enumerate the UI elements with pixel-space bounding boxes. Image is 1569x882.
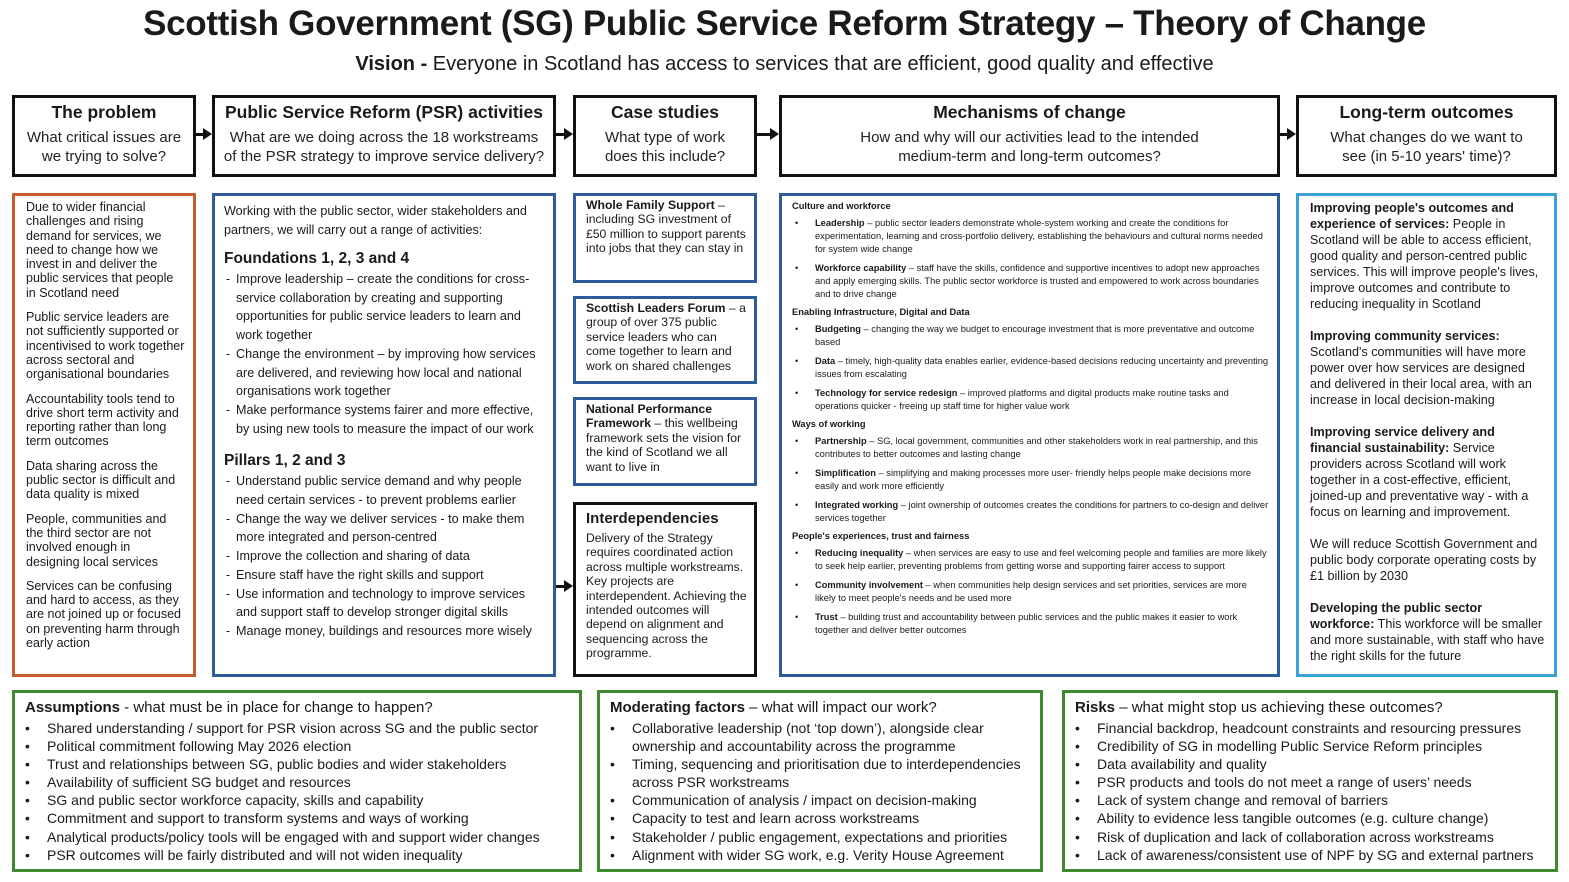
interdependencies-box <box>573 502 757 677</box>
assumptions-subtitle: - what must be in place for change to happen? <box>120 699 433 716</box>
mechanism-item <box>792 467 1269 493</box>
mechanism-title: Reducing inequality <box>815 548 904 558</box>
case-study-title: Scottish Leaders Forum <box>586 301 726 315</box>
mechanism-item <box>792 499 1269 525</box>
problem-item: Services can be confusing and hard to access, as they are not joined up or focused on preventing harm through early action <box>26 578 181 651</box>
list-item: • Lack of awareness/consistent use of NPF by SG and external partners <box>1075 846 1549 864</box>
vision-label: Vision - <box>355 53 428 75</box>
list-item: • Communication of analysis / impact on decision-making <box>610 791 1034 809</box>
mechanism-title: Workforce capability <box>815 263 907 273</box>
mechanism-item <box>792 547 1269 573</box>
list-item: • Commitment and support to transform systems and ways of working <box>25 809 573 827</box>
activities-box <box>212 193 556 677</box>
mechanism-text: – staff have the skills, confidence and supportive incentives to adopt new approaches and apply emerging skills. The public sector workforce is trusted and empowered to work across boundaries and to drive change <box>815 263 1260 299</box>
mechanism-section-title: Culture and workforce <box>792 201 891 211</box>
outcome-item <box>1310 424 1548 520</box>
outcome-text: People in Scotland will be able to access efficient, good quality and person-centred public services. This will improve people's lives, improve outcomes and contribute to reducing inequality in Scotland <box>1310 217 1539 311</box>
mechanism-text: – timely, high-quality data enables earlier, evidence-based decisions reducing uncertainty and preventing issues from escalating <box>815 356 1269 379</box>
foundations-list <box>224 270 545 438</box>
list-item: • Collaborative leadership (not ‘top down’), alongside clear ownership and accountability across the programme <box>610 719 1034 755</box>
case-study-npf <box>573 397 757 486</box>
header-problem <box>12 95 196 177</box>
list-item: • PSR outcomes will be fairly distributed and will not widen inequality <box>25 846 573 864</box>
list-item: • Trust and relationships between SG, public bodies and wider stakeholders <box>25 755 573 773</box>
case-study-leaders-forum <box>573 296 757 384</box>
list-item: • Ability to evidence less tangible outcomes (e.g. culture change) <box>1075 809 1549 827</box>
mechanism-text: – changing the way we budget to encourage investment that is more preventative and outcome based <box>815 324 1255 347</box>
risks-heading <box>1075 698 1549 718</box>
risks-box <box>1062 690 1558 872</box>
outcome-item <box>1310 600 1548 664</box>
list-item: • Availability of sufficient SG budget and resources <box>25 773 573 791</box>
list-item: • Alignment with wider SG work, e.g. Verity House Agreement <box>610 846 1034 864</box>
mechanism-text: – when services are easy to use and feel welcoming people and families are more likely to seek help earlier, preventing problems from getting worse and supporting fairer access to support <box>815 548 1267 571</box>
list-item: - Improve leadership – create the conditions for cross-service collaboration by creating and supporting opportunities for public service leaders to learn and work together <box>224 270 545 345</box>
risks-title: Risks <box>1075 699 1116 716</box>
problem-box <box>12 193 196 677</box>
moderating-factors-box <box>597 690 1043 872</box>
problem-item: Data sharing across the public sector is difficult and data quality is mixed <box>26 458 176 502</box>
mechanism-section-title: Ways of working <box>792 419 866 429</box>
pillars-title: Pillars 1, 2 and 3 <box>224 452 346 470</box>
case-study-text: – including SG investment of £50 million to support parents into jobs that they can stay in <box>586 198 746 256</box>
pillars-list <box>224 472 545 640</box>
problem-item: Due to wider financial challenges and rising demand for services, we need to change how we invest in and deliver the public services that people in Scotland need <box>26 200 174 300</box>
mechanism-text: – joint ownership of outcomes creates the conditions for partners to co-design and deliver services together <box>815 500 1269 523</box>
case-study-text: – a group of over 375 public service leaders who can come together to learn and work on shared challenges <box>586 301 746 373</box>
assumptions-box <box>12 690 582 872</box>
moderating-heading <box>610 698 1034 718</box>
header-title: Public Service Reform (PSR) activities <box>224 102 544 122</box>
mechanism-title: Budgeting <box>815 324 861 334</box>
header-outcomes <box>1296 95 1557 177</box>
header-subtitle: What changes do we want to see (in 5-10 years' time)? <box>1330 129 1523 165</box>
header-subtitle: What type of work does this include? <box>604 129 726 165</box>
list-item: • Data availability and quality <box>1075 755 1549 773</box>
case-study-title: Whole Family Support <box>586 198 715 212</box>
list-item: • Timing, sequencing and prioritisation due to interdependencies across PSR workstreams <box>610 755 1034 791</box>
case-study-whole-family <box>573 193 757 283</box>
mechanism-title: Simplification <box>815 468 876 478</box>
list-item: - Manage money, buildings and resources more wisely <box>224 622 545 641</box>
risks-subtitle: – what might stop us achieving these outcomes? <box>1115 699 1443 716</box>
mechanism-title: Leadership <box>815 218 865 228</box>
header-case-studies <box>573 95 757 177</box>
mechanism-text: – building trust and accountability between public services and the public makes it easier to work together and deliver better outcomes <box>815 612 1238 635</box>
mechanism-item <box>792 323 1269 349</box>
header-title: Case studies <box>611 102 719 122</box>
list-item: - Use information and technology to improve services and support staff to develop stronger digital skills <box>224 585 545 622</box>
header-mechanisms <box>779 95 1280 177</box>
mechanisms-box <box>779 193 1280 677</box>
outcome-text: Scotland's communities will have more power over how services are designed and delivered in their local area, with an increase in local decision-making <box>1310 345 1532 407</box>
moderating-title: Moderating factors <box>610 699 746 716</box>
problem-item: People, communities and the third sector are not involved enough in designing local services <box>26 511 167 569</box>
mechanism-item <box>792 387 1269 413</box>
mechanism-title: Partnership <box>815 436 867 446</box>
outcome-item <box>1310 536 1548 584</box>
mechanism-text: – SG, local government, communities and other stakeholders work in real partnership, and this contributes to better outcomes and lasting change <box>815 436 1258 459</box>
list-item: • Capacity to test and learn across workstreams <box>610 809 1034 827</box>
mechanism-text: – public sector leaders demonstrate whole-system working and create the conditions for experimentation, learning and cross-portfolio delivery, establishing the behaviours and cultural norms needed for system wide change <box>815 218 1263 254</box>
vision-statement <box>0 53 1569 76</box>
mechanism-section-title: Enabling Infrastructure, Digital and Data <box>792 307 970 317</box>
header-title: Mechanisms of change <box>933 102 1126 122</box>
list-item: - Change the environment – by improving how services are delivered, and reviewing how local and national organisations work together <box>224 345 545 401</box>
header-title: The problem <box>51 102 157 122</box>
case-study-title: National Performance Framework <box>586 402 712 431</box>
mechanism-text: – improved platforms and digital products make routine tasks and operations quicker - freeing up staff time for higher value work <box>815 388 1229 411</box>
list-item: • Analytical products/policy tools will be engaged with and support wider changes <box>25 828 573 846</box>
outcome-text: Service providers across Scotland will work together in a cost-effective, efficient, joined-up and preventative way - with a focus on learning and improvement. <box>1310 441 1529 519</box>
foundations-title: Foundations 1, 2, 3 and 4 <box>224 250 410 267</box>
header-subtitle: How and why will our activities lead to the intended medium-term and long-term outcomes? <box>860 129 1199 165</box>
mechanism-item <box>792 435 1269 461</box>
header-title: Long-term outcomes <box>1339 102 1514 122</box>
outcome-title: Improving people's outcomes and experience of services: <box>1310 201 1514 231</box>
outcomes-box <box>1296 193 1557 677</box>
problem-item: Public service leaders are not sufficiently supported or incentivised to work together across sectoral and organisational boundaries <box>26 310 185 382</box>
assumptions-title: Assumptions <box>25 699 121 716</box>
interdependencies-text: Delivery of the Strategy requires coordinated action across multiple workstreams. Key projects are interdependent. Achieving the intended outcomes will depend on alignment and sequencing across the programme. <box>586 531 747 661</box>
interdependencies-title: Interdependencies <box>586 510 719 527</box>
problem-item: Accountability tools tend to drive short term activity and reporting rather than long term outcomes <box>26 391 179 449</box>
outcome-text: We will reduce Scottish Government and public body corporate operating costs by £1 billion by 2030 <box>1310 537 1538 583</box>
mechanism-title: Community involvement <box>815 580 923 590</box>
vision-text: Everyone in Scotland has access to services that are efficient, good quality and effective <box>432 53 1214 75</box>
header-subtitle: What are we doing across the 18 workstreams of the PSR strategy to improve service delivery? <box>223 129 545 165</box>
mechanism-title: Technology for service redesign <box>815 388 958 398</box>
moderating-subtitle: – what will impact our work? <box>745 699 937 716</box>
mechanism-item <box>792 217 1269 256</box>
outcome-item <box>1310 200 1548 312</box>
list-item: • Stakeholder / public engagement, expectations and priorities <box>610 828 1034 846</box>
list-item: - Understand public service demand and why people need certain services - to prevent problems earlier <box>224 472 545 509</box>
outcome-title: Developing the public sector workforce: <box>1310 601 1483 631</box>
list-item: - Ensure staff have the right skills and support <box>224 566 545 585</box>
list-item: • SG and public sector workforce capacity, skills and capability <box>25 791 573 809</box>
list-item: • Credibility of SG in modelling Public Service Reform principles <box>1075 737 1549 755</box>
list-item: • Financial backdrop, headcount constraints and resourcing pressures <box>1075 719 1549 737</box>
list-item: • Risk of duplication and lack of collaboration across workstreams <box>1075 828 1549 846</box>
list-item: - Improve the collection and sharing of data <box>224 547 545 566</box>
list-item: • Lack of system change and removal of barriers <box>1075 791 1549 809</box>
mechanism-item <box>792 611 1269 637</box>
mechanism-item <box>792 262 1269 301</box>
page-title: Scottish Government (SG) Public Service Reform Strategy – Theory of Change <box>143 4 1426 43</box>
mechanism-section-title: People's experiences, trust and fairness <box>792 531 970 541</box>
outcome-text: This workforce will be smaller and more sustainable, with staff who have the right skills for the future <box>1310 617 1545 663</box>
outcome-title: Improving community services: <box>1310 329 1500 343</box>
mechanism-title: Integrated working <box>815 500 899 510</box>
mechanism-title: Trust <box>815 612 838 622</box>
activities-intro: Working with the public sector, wider stakeholders and partners, we will carry out a range of activities: <box>224 204 527 237</box>
list-item: - Make performance systems fairer and more effective, by using new tools to measure the impact of our work <box>224 401 545 438</box>
mechanism-item <box>792 579 1269 605</box>
list-item: • PSR products and tools do not meet a range of users’ needs <box>1075 773 1549 791</box>
mechanism-item <box>792 355 1269 381</box>
mechanism-title: Data <box>815 356 836 366</box>
outcome-item <box>1310 328 1548 408</box>
header-activities <box>212 95 556 177</box>
assumptions-heading <box>25 698 573 718</box>
list-item: • Shared understanding / support for PSR vision across SG and the public sector <box>25 719 573 737</box>
case-study-text: – this wellbeing framework sets the vision for the kind of Scotland we all want to live in <box>586 416 742 474</box>
header-subtitle: What critical issues are we trying to solve? <box>26 129 182 165</box>
list-item: - Change the way we deliver services - to make them more integrated and person-centred <box>224 510 545 547</box>
list-item: • Political commitment following May 2026 election <box>25 737 573 755</box>
mechanism-text: – simplifying and making processes more user- friendly helps people make decisions more easily and work more efficiently <box>815 468 1252 491</box>
outcome-title: Improving service delivery and financial sustainability: <box>1310 425 1495 455</box>
mechanism-text: – when communities help design services and set priorities, services are more likely to meet people's needs and be used more <box>815 580 1247 603</box>
